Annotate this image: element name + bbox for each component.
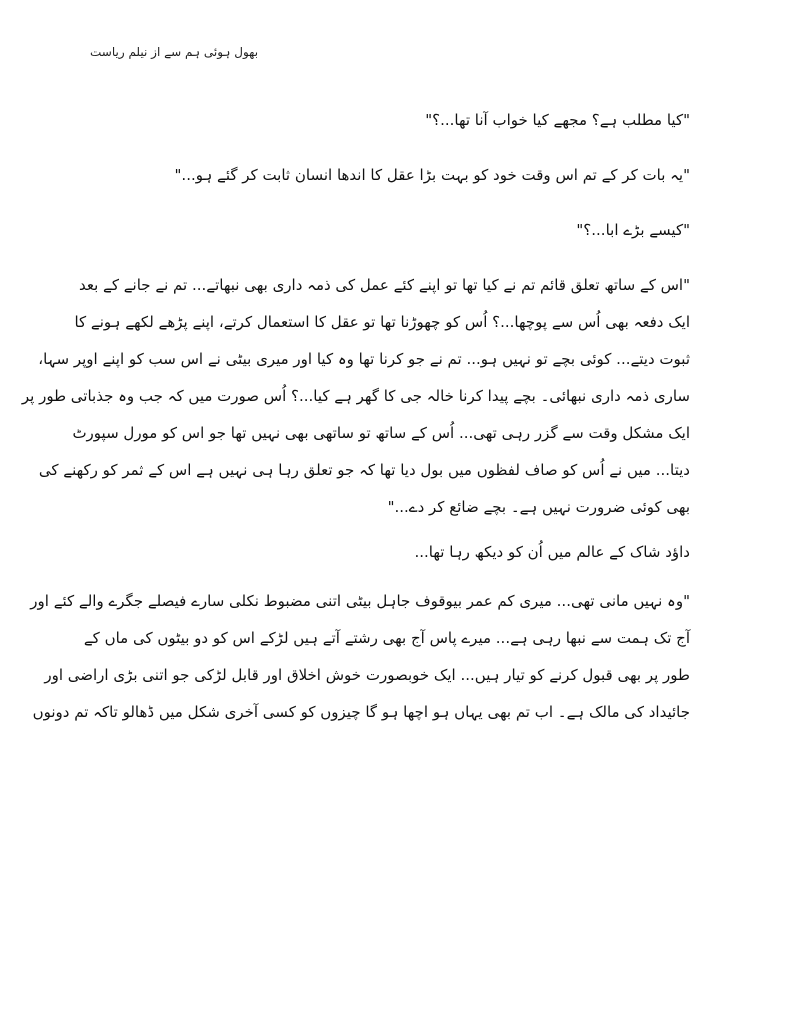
document-body (21, 102, 690, 731)
page-header: بھول ہوئی ہم سے از نیلم ریاست (90, 45, 259, 59)
dialogue-line: "کیسے بڑے ابا...؟" (576, 221, 690, 239)
paragraph-line: دیتا... میں نے اُس کو صاف لفظوں میں بول دیا تھا کہ جو تعلق رہا ہی نہیں ہے اس کے ثمر کو رکھنے کی (38, 461, 690, 479)
paragraph-line: "وہ نہیں مانی تھی... میری کم عمر بیوقوف جاہل بیٹی اتنی مضبوط نکلی سارے فیصلے جگرے والے کئے اور (30, 592, 690, 610)
paragraph-line: بھی کوئی ضرورت نہیں ہے۔ بچے ضائع کر دے..." (387, 498, 690, 516)
paragraph (21, 267, 690, 526)
paragraph-line: ثبوت دیتے... کوئی بچے تو نہیں ہو... تم نے جو کرنا تھا وہ کیا اور میری بیٹی نے اس سب کو اپنے اوپر سہا، (38, 350, 690, 368)
narration-line: داؤد شاک کے عالم میں اُن کو دیکھ رہا تھا... (414, 543, 690, 561)
paragraph-line: طور پر بھی قبول کرنے کو تیار ہیں... ایک خوبصورت خوش اخلاق اور قابل لڑکی جو اتنی بڑی اراضی اور (44, 666, 690, 684)
dialogue-line: "یہ بات کر کے تم اس وقت خود کو بہت بڑا عقل کا اندھا انسان ثابت کر گئے ہو..." (174, 166, 690, 184)
paragraph-line: ساری ذمہ داری نبھائی۔ بچے پیدا کرنا خالہ جی کا گھر ہے کیا...؟ اُس صورت میں کہ جب وہ جذباتی طور پر (21, 387, 690, 405)
paragraph-line: "اس کے ساتھ تعلق قائم تم نے کیا تھا تو اپنے کئے عمل کی ذمہ داری بھی نبھاتے... تم نے جانے کے بعد (79, 276, 690, 294)
paragraph-line: آج تک ہمت سے نبھا رہی ہے... میرے پاس آج بھی رشتے آتے ہیں لڑکے اس کو دو بیٹوں کی ماں کے (83, 629, 690, 647)
paragraph-line: جائیداد کی مالک ہے۔ اب تم بھی یہاں ہو اچھا ہو گا چیزوں کو کسی آخری شکل میں ڈھالو تاکہ تم دونوں (32, 703, 690, 721)
paragraph-line: ایک مشکل وقت سے گزر رہی تھی... اُس کے ساتھ تو ساتھی بھی نہیں تھا جو اس کو مورل سپورٹ (72, 424, 690, 442)
dialogue-line: "کیا مطلب ہے؟ مجھے کیا خواب آنا تھا...؟" (425, 111, 690, 129)
paragraph-line: ایک دفعہ بھی اُس سے پوچھا...؟ اُس کو چھوڑنا تھا تو عقل کا استعمال کرتے، اپنے پڑھے لکھے ہونے کا (74, 313, 690, 331)
paragraph (30, 583, 690, 731)
